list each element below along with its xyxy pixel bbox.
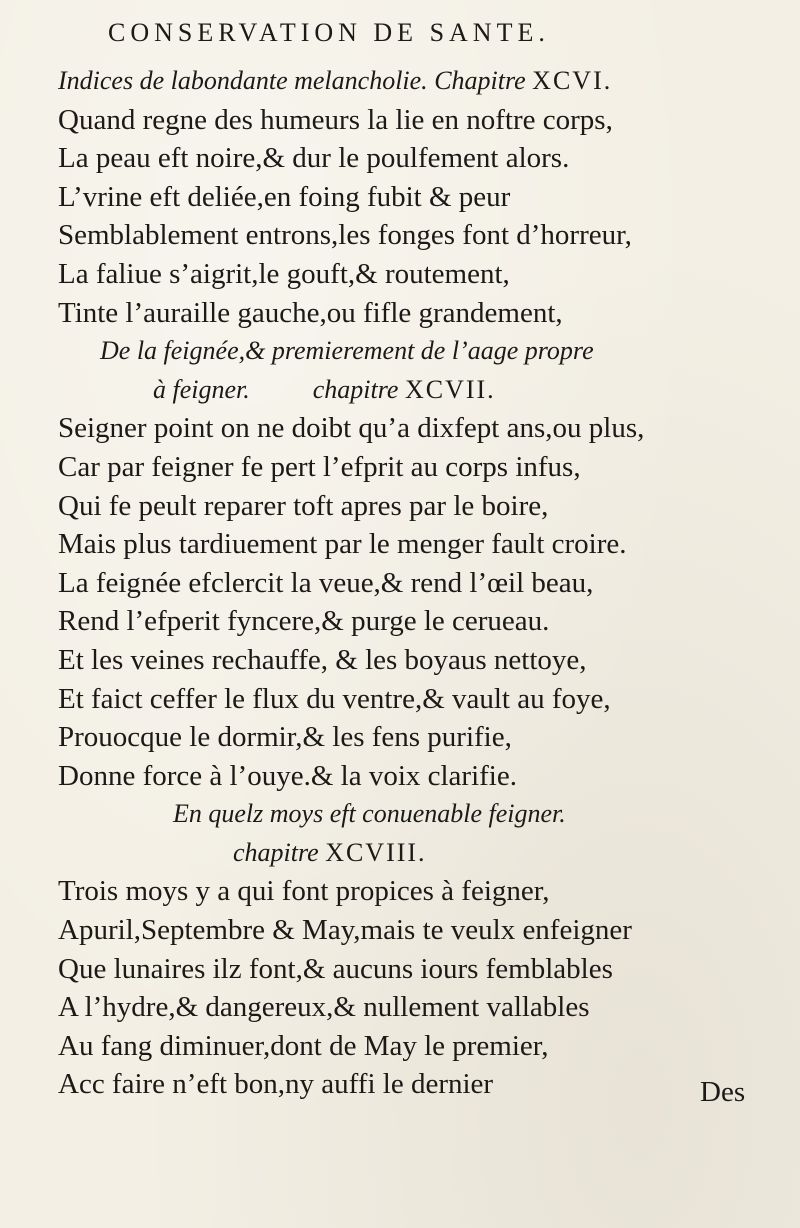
verse-line: Rend l’efperit fyncere,& purge le cerueau. (58, 605, 550, 638)
chapter-number: XCVI. (532, 66, 613, 95)
chapter-heading-xcvii-line2 (58, 371, 778, 410)
running-head: CONSERVATION DE SANTE. (108, 18, 550, 47)
verse-line: Et faict ceffer le flux du ventre,& vault au foye, (58, 682, 611, 715)
verse-line: Apuril,Septembre & May,mais te veulx enfeigner (58, 914, 632, 947)
chapter-word: chapitre (233, 837, 319, 867)
verse-line: Donne force à l’ouye.& la voix clarifie. (58, 759, 517, 792)
verse-line: La peau eft noire,& dur le poulfement alors. (58, 142, 570, 175)
verse-line: A l’hydre,& dangereux,& nullement vallables (58, 991, 590, 1024)
chapter-heading-xcvi (58, 62, 778, 101)
chapter-title: Indices de labondante melancholie. (58, 66, 428, 95)
chapter-number: XCVIII. (325, 837, 427, 867)
verse-line: Quand regne des humeurs la lie en noftre corps, (58, 103, 613, 136)
chapter-number: XCVII. (404, 374, 496, 404)
verse-line: Qui fe peult reparer toft apres par le boire, (58, 489, 549, 522)
verse-line: Et les veines rechauffe, & les boyaus nettoye, (58, 643, 587, 676)
verse-line: Tinte l’auraille gauche,ou fifle grandement, (58, 296, 563, 329)
text-block (58, 62, 778, 1104)
verse-line: Prouocque le dormir,& les fens purifie, (58, 721, 512, 754)
catchword: Des (700, 1076, 746, 1108)
verse-line: La feignée efclercit la veue,& rend l’œil beau, (58, 566, 594, 599)
verse-line: Seigner point on ne doibt qu’a dixfept ans,ou plus, (58, 412, 645, 445)
verse-line: Que lunaires ilz font,& aucuns iours femblables (58, 952, 613, 985)
verse-line: L’vrine eft deliée,en foing fubit & peur (58, 180, 511, 213)
verse-line: Semblablement entrons,les fonges font d’horreur, (58, 219, 632, 252)
verse-line: Trois moys y a qui font propices à feigner, (58, 875, 550, 908)
chapter-heading-xcviii-line2 (58, 834, 778, 873)
chapter-word: Chapitre (434, 66, 526, 95)
verse-line: La faliue s’aigrit,le gouft,& routement, (58, 257, 510, 290)
verse-line: Acc faire n’eft bon,ny auffi le dernier (58, 1068, 494, 1101)
verse-line: Car par feigner fe pert l’efprit au corps infus, (58, 450, 581, 483)
verse-line: Au fang diminuer,dont de May le premier, (58, 1029, 549, 1062)
verse-line: Mais plus tardiuement par le menger fault croire. (58, 528, 627, 561)
chapter-title-continued: à feigner. (153, 374, 250, 404)
chapter-heading-xcvii-line1: De la feignée,& premierement de l’aage propre (100, 336, 594, 366)
chapter-heading-xcviii-line1: En quelz moys eft conuenable feigner. (173, 799, 566, 829)
chapter-word: chapitre (312, 374, 399, 404)
